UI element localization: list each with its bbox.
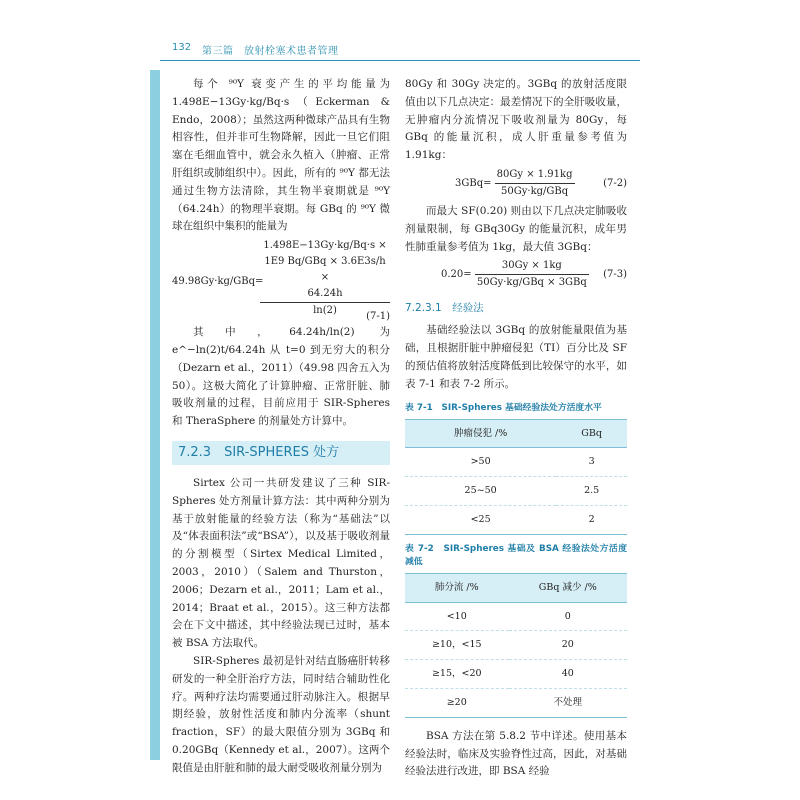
equation-number: (7-1): [366, 311, 390, 323]
table-cell: 不处理: [509, 688, 627, 717]
table-header-row: [405, 573, 627, 602]
table-7-2: [405, 573, 627, 718]
column-header: GBq: [556, 419, 627, 448]
table-cell: ≥15，<20: [405, 660, 509, 689]
table-row: [405, 477, 627, 506]
chapter-title: 第三篇 放射栓塞术患者管理: [202, 46, 339, 57]
equation-number: (7-2): [603, 177, 627, 189]
table-header-row: [405, 419, 627, 448]
column-header: 肺分流 /%: [405, 573, 509, 602]
formula-numerator: 80Gy × 1.91kg: [495, 167, 575, 184]
table-row: [405, 602, 627, 631]
formula-numerator-line: 1.498E−13Gy·kg/Bq·s ×: [263, 240, 387, 252]
table-cell: <10: [405, 602, 509, 631]
paragraph: 其中，64.24h/ln(2) 为 e^−ln(2)t/64.24h 从 t=0 到无穷大的积分（Dezarn et al.，2011）（49.98 四舍五入为 50）。这极大简化了计算肿瘤、正常肝脏、肺吸收剂量的过程，目前应用于 SIR-Spheres 和 TheraSphere 的剂量处方计算中。: [172, 326, 390, 428]
formula-fraction: [495, 167, 575, 200]
side-tab-decoration: [150, 70, 160, 760]
header-rule: [160, 60, 640, 61]
paragraph: 基础经验法以 3GBq 的放射能量限值为基础，且根据肝脏中肿瘤侵犯（TI）百分比及 SF 的预估值将放射活度降低到比较保守的水平，如表 7-1 和表 7-2 所示。: [405, 324, 627, 390]
table-cell: 3: [556, 448, 627, 477]
formula-denominator: ln(2): [313, 305, 337, 317]
formula-7-3: [405, 258, 627, 292]
table-cell: 25~50: [405, 477, 556, 506]
paragraph: BSA 方法在第 5.8.2 节中详述。使用基本经验法时，临床及实验脊性过高，因此，对基础经验法进行改进，即 BSA 经验: [405, 729, 627, 778]
paragraph: 而最大 SF(0.20) 则由以下几点决定肺吸收剂量限制，每 GBq30Gy 的能量沉积，成年男性肺重量参考值为 1kg，最大值 3GBq：: [405, 204, 627, 253]
table-cell: 2: [556, 505, 627, 534]
table-cell: 2.5: [556, 477, 627, 506]
formula-lhs: 0.20=: [441, 269, 472, 281]
table-cell: >50: [405, 448, 556, 477]
table-title: 表 7-2 SIR-Spheres 基础及 BSA 经验法处方活度减低: [405, 543, 627, 567]
formula-numerator-line: 1E9 Bq/GBq × 3.6E3s/h ×: [264, 256, 386, 284]
paragraph: 80Gy 和 30Gy 决定的。3GBq 的放射活度限值由以下几点决定：最差情况下的全肝吸收量，无肿瘤内分流情况下吸收剂量为 80Gy，每 GBq 的能量沉积，成人肝重量参考值为 1.91kg：: [405, 78, 627, 162]
formula-lhs: 49.98Gy·kg/GBq=: [172, 276, 264, 288]
column-header: GBq 减少 /%: [509, 573, 627, 602]
table-7-1: [405, 419, 627, 535]
table-cell: ≥20: [405, 688, 509, 717]
left-column: [172, 76, 390, 778]
formula-lhs: 3GBq=: [455, 177, 492, 189]
formula-numerator-line: 64.24h: [260, 286, 390, 303]
formula-numerator: 30Gy × 1kg: [475, 258, 589, 275]
table-cell: 0: [509, 602, 627, 631]
paragraph: 每个 ⁹⁰Y 衰变产生的平均能量为 1.498E−13Gy·kg/Bq·s（Eckerman & Endo，2008）；虽然这两种微球产品具有生物相容性，但并非可生物降解，因此一旦它们阻塞在毛细血管中，就会永久植入（肿瘤、正常肝组织或肺组织中）。因此，所有的 ⁹⁰Y 都无法通过生物方法清除，其生物半衰期就是 ⁹⁰Y（64.24h）的物理半衰期。每 GBq 的 ⁹⁰Y 微球在组织中集积的能量为: [172, 78, 390, 233]
formula-fraction: [260, 238, 390, 319]
paragraph: Sirtex 公司一共研发建议了三种 SIR-Spheres 处方剂量计算方法：其中两种分别为基于放射能量的经验方法（称为“基础法”以及“体表面积法”或“BSA”），以及基于吸收剂量的分割模型（Sirtex Medical Limited，2003，2010）（Salem and Thurston，2006；Dezarn et al.，2011；Lam et al.，2014；Braat et al.，2015）。这三种方法都会在下文中描述，其中经验法现已过时，基本被 BSA 方法取代。: [172, 476, 390, 650]
column-header: 肿瘤侵犯 /%: [405, 419, 556, 448]
formula-fraction: [475, 258, 589, 291]
running-header: [160, 40, 640, 60]
equation-number: (7-3): [603, 269, 627, 281]
formula-7-2: [405, 167, 627, 201]
formula-denominator: 50Gy·kg/GBq × 3GBq: [476, 277, 587, 289]
formula-denominator: 50Gy·kg/GBq: [501, 185, 569, 197]
table-row: [405, 631, 627, 660]
table-cell: ≥10，<15: [405, 631, 509, 660]
page-number: 132: [172, 42, 192, 53]
table-row: [405, 448, 627, 477]
subsection-heading: 7.2.3.1 经验法: [405, 302, 484, 315]
table-title: 表 7-1 SIR-Spheres 基础经验法处方活度水平: [405, 402, 602, 413]
table-row: [405, 505, 627, 534]
table-cell: <25: [405, 505, 556, 534]
section-heading: 7.2.3 SIR-SPHERES 处方: [172, 441, 390, 465]
table-row: [405, 688, 627, 717]
table-row: [405, 660, 627, 689]
table-cell: 40: [509, 660, 627, 689]
table-cell: 20: [509, 631, 627, 660]
right-column: [405, 76, 627, 781]
paragraph: SIR-Spheres 最初是针对结直肠癌肝转移研发的一种全肝治疗方法，同时结合辅助性化疗。两种疗法均需要通过肝动脉注入。根据早期经验，放射性活度和肺内分流率（shunt fraction，SF）的最大限值分别为 3GBq 和 0.20GBq（Kennedy et al.，2007）。这两个限值是由肝脏和肺的最大耐受吸收剂量分别为: [172, 654, 390, 774]
